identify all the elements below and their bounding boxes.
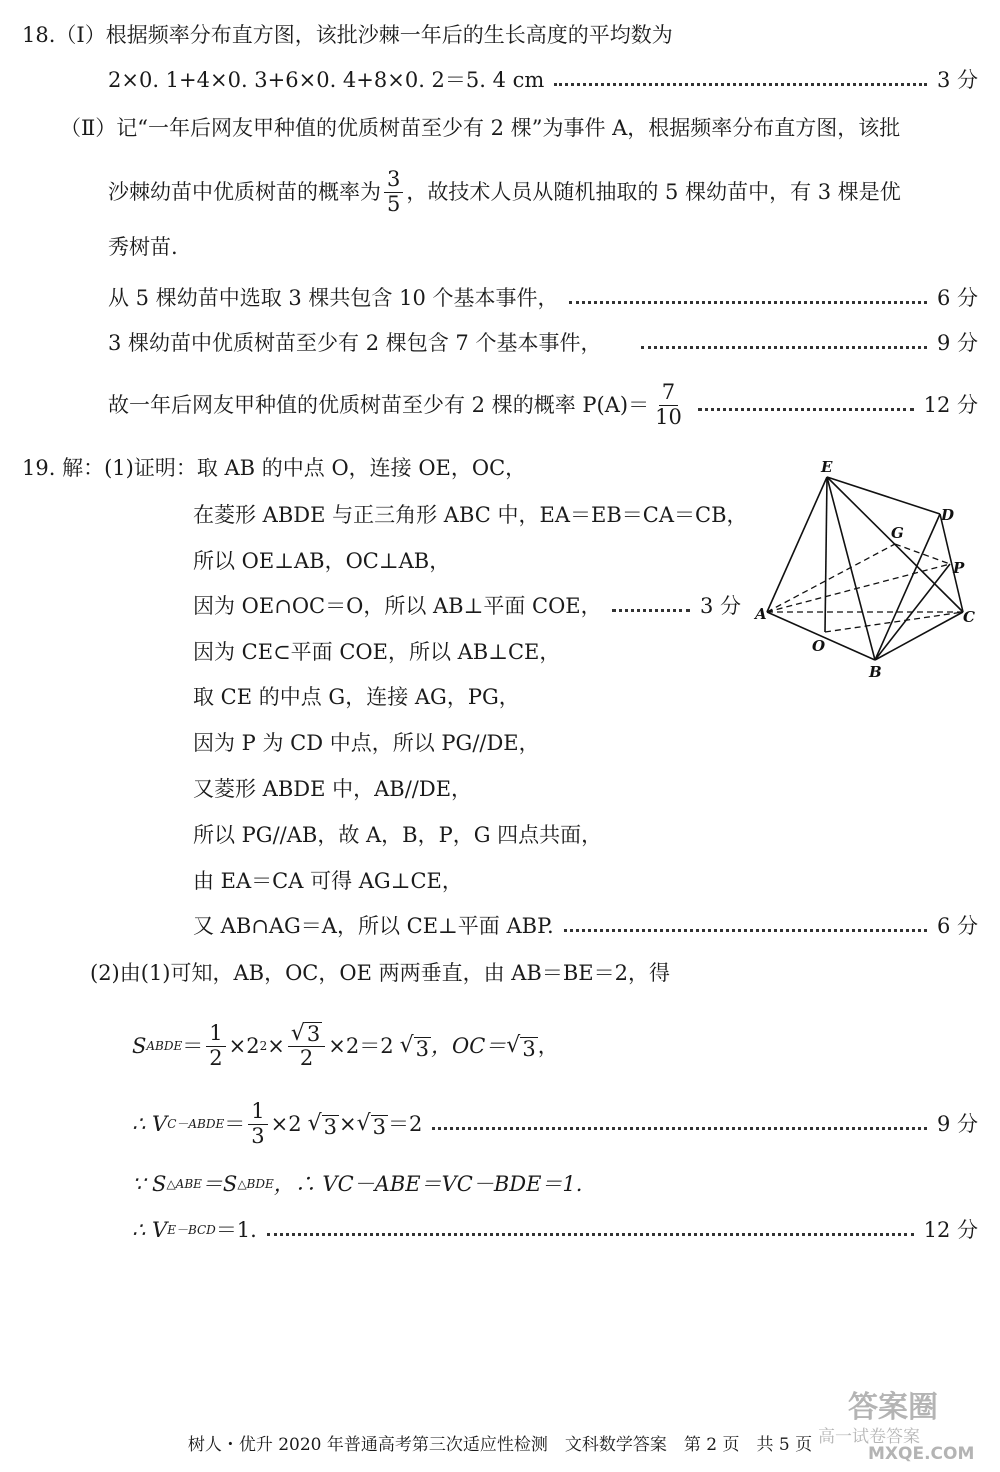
q19-line-3: [193, 591, 741, 621]
q18-part2-line6-text: 故一年后网友甲种值的优质树苗至少有 2 棵的概率 P(A)＝: [108, 393, 650, 417]
fraction-numerator: 3: [384, 168, 403, 192]
math-text: ∵ S: [132, 1172, 167, 1196]
watermark-site-text: MXQE.COM: [868, 1444, 975, 1464]
q19-line-5: [193, 682, 520, 712]
q19-volume-line: [132, 1094, 978, 1154]
math-subscript: ABDE: [146, 1039, 183, 1053]
math-text: ＝S: [201, 1172, 238, 1196]
q18-part2-head: [60, 113, 900, 143]
radical-sign: √: [399, 1033, 414, 1058]
q18-part2-line3: [108, 232, 178, 262]
edge-BD: [875, 514, 940, 660]
segment-EO: [825, 477, 827, 632]
q19-line-text: 取 CE 的中点 G，连接 AG，PG，: [193, 685, 520, 709]
sqrt: [400, 1031, 431, 1061]
q18-part1-head-text: 18.（Ⅰ）根据频率分布直方图，该批沙棘一年后的生长高度的平均数为: [22, 23, 673, 47]
q18-part2-line6: [108, 376, 978, 434]
q19-line-1: [193, 500, 748, 530]
segment-OC: [825, 612, 963, 632]
fraction-numerator: 1: [206, 1022, 225, 1046]
edge-EA: [767, 477, 827, 612]
q18-part2-line2-a: 沙棘幼苗中优质树苗的概率为: [108, 180, 381, 204]
score-label: 6 分: [936, 914, 978, 938]
label-B: B: [869, 663, 882, 681]
q19-line-2: [193, 546, 450, 576]
sqrt-body: 3: [306, 1021, 321, 1046]
sqrt: [357, 1109, 388, 1139]
q19-line-text: 在菱形 ABDE 与正三角形 ABC 中，EA＝EB＝CA＝CB，: [193, 503, 748, 527]
math-subscript: △BDE: [237, 1177, 274, 1191]
label-E: E: [821, 458, 833, 476]
q19-line-text: 所以 PG//AB，故 A，B，P，G 四点共面，: [193, 823, 603, 847]
fraction: [206, 1022, 225, 1069]
page-footer: 树人・优升 2020 年普通高考第三次适应性检测 文科数学答案 第 2 页 共 5 页: [187, 1435, 813, 1455]
leader-dots: [612, 609, 690, 612]
watermark-logo: [818, 1382, 993, 1467]
score-label: 9 分: [936, 1112, 978, 1136]
math-text: ＝1.: [215, 1218, 257, 1242]
math-subscript: C－ABDE: [167, 1117, 225, 1131]
q19-line-6: [193, 728, 540, 758]
math-text: ×: [267, 1034, 285, 1058]
edge-BC: [875, 612, 963, 660]
leader-dots: [698, 408, 914, 411]
leader-dots: [569, 301, 927, 304]
sqrt-body: 3: [415, 1036, 429, 1061]
score-label: 9 分: [936, 331, 978, 355]
math-superscript: 2: [259, 1039, 268, 1053]
fraction-denominator: 3: [251, 1123, 265, 1148]
q18-part2-line4-text: 从 5 棵幼苗中选取 3 棵共包含 10 个基本事件，: [108, 286, 559, 310]
fraction: [652, 381, 685, 428]
q19-line-8: [193, 820, 602, 850]
segment-AP: [767, 564, 950, 612]
q19-line-7: [193, 774, 472, 804]
leader-dots: [267, 1233, 914, 1236]
math-text: ∴ V: [132, 1112, 168, 1136]
leader-dots: [564, 929, 927, 932]
q19-line-9: [193, 866, 463, 896]
label-A: A: [755, 605, 767, 623]
q19-because-line: [132, 1169, 582, 1199]
edge-ED: [827, 477, 940, 514]
fraction-denominator: 10: [655, 404, 682, 429]
math-text: ＝: [224, 1112, 246, 1136]
radical-sign: √: [506, 1033, 521, 1058]
q18-part2-line3-text: 秀树苗.: [108, 235, 178, 259]
score-label: 6 分: [936, 286, 978, 310]
score-label: 3 分: [936, 68, 978, 92]
q18-part2-line5: [108, 328, 978, 358]
q19-line-text: 由 EA＝CA 可得 AG⊥CE，: [193, 869, 463, 893]
q18-part2-line2: [108, 163, 901, 221]
fraction-denominator: 2: [299, 1046, 314, 1071]
q19-line-text: 因为 CE⊂平面 COE，所以 AB⊥CE，: [193, 640, 561, 664]
radical-sign: √: [290, 1020, 305, 1046]
fraction: [384, 168, 403, 215]
q18-part2-head-text: （Ⅱ）记“一年后网友甲种值的优质树苗至少有 2 棵”为事件 A，根据频率分布直方图，该批: [60, 116, 901, 140]
math-symbol: S: [132, 1034, 147, 1058]
math-text: ×2: [270, 1112, 302, 1136]
math-text: ，∴ VC－ABE＝VC－BDE＝1.: [273, 1172, 583, 1196]
q18-part1-expr-line: [108, 65, 978, 95]
fraction-numerator: 7: [659, 381, 678, 405]
score-label: 12 分: [923, 393, 978, 417]
math-text: ×: [339, 1112, 357, 1136]
q19-final-line: [132, 1215, 978, 1245]
radical-sign: √: [307, 1111, 322, 1136]
q19-line-text: 因为 OE∩OC＝O，所以 AB⊥平面 COE，: [193, 594, 602, 618]
q18-part2-line5-text: 3 棵幼苗中优质树苗至少有 2 棵包含 7 个基本事件，: [108, 331, 602, 355]
watermark-logo-text: 答案圈: [848, 1390, 938, 1425]
fraction: [248, 1100, 267, 1147]
math-text: ，: [537, 1034, 559, 1058]
label-O: O: [812, 637, 826, 655]
label-C: C: [963, 608, 975, 626]
q19-head-text: 19. 解：(1)证明：取 AB 的中点 O，连接 OE，OC，: [22, 456, 527, 480]
fraction-numerator: 1: [248, 1100, 267, 1124]
fraction-numerator: [288, 1022, 325, 1047]
sqrt-body: 3: [522, 1036, 536, 1061]
math-text: ，OC＝: [431, 1034, 507, 1058]
math-text: ＝: [182, 1034, 204, 1058]
fraction-denominator: 5: [387, 191, 401, 216]
watermark-account-text: 高一试卷答案: [818, 1427, 920, 1447]
label-P: P: [953, 559, 965, 577]
fraction-denominator: 2: [209, 1045, 223, 1070]
math-text: ×2＝2: [328, 1034, 394, 1058]
math-text: ∴ V: [132, 1218, 168, 1242]
q19-line-10: [193, 911, 978, 941]
q19-line-text: 又 AB∩AG＝A，所以 CE⊥平面 ABP.: [193, 914, 554, 938]
q19-part2-head-text: (2)由(1)可知，AB，OC，OE 两两垂直，由 AB＝BE＝2，得: [90, 961, 670, 985]
q19-part2-head: [90, 958, 670, 988]
score-label: 3 分: [699, 594, 741, 618]
q19-line-text: 所以 OE⊥AB，OC⊥AB，: [193, 549, 451, 573]
q18-part1-expr: 2×0. 1+4×0. 3+6×0. 4+8×0. 2＝5. 4 cm: [108, 68, 545, 92]
segment-AG: [767, 544, 895, 612]
math-text: ＝2: [388, 1112, 423, 1136]
radical-sign: √: [356, 1111, 371, 1136]
q19-line-4: [193, 637, 560, 667]
q19-line-text: 因为 P 为 CD 中点，所以 PG//DE，: [193, 731, 540, 755]
math-subscript: E－BCD: [167, 1223, 216, 1237]
math-subscript: △ABE: [166, 1177, 202, 1191]
sqrt: [506, 1031, 537, 1061]
score-label: 12 分: [923, 1218, 978, 1242]
q18-part2-line4: [108, 283, 978, 313]
label-G: G: [891, 524, 904, 542]
sqrt-body: 3: [372, 1114, 387, 1139]
q19-area-line: [132, 1016, 559, 1076]
sqrt: [308, 1109, 339, 1139]
q18-part1-head: [22, 20, 673, 50]
q19-head: [22, 453, 526, 483]
math-text: ×2: [228, 1034, 260, 1058]
sqrt-body: 3: [323, 1114, 338, 1139]
q19-line-text: 又菱形 ABDE 中，AB//DE，: [193, 777, 473, 801]
leader-dots: [641, 346, 926, 349]
edge-EB: [827, 477, 875, 660]
pyramid-figure: [745, 452, 985, 692]
sqrt: [291, 1022, 322, 1046]
fraction: [288, 1022, 325, 1070]
leader-dots: [432, 1127, 927, 1130]
label-D: D: [941, 506, 955, 524]
leader-dots: [554, 83, 927, 86]
q18-part2-line2-b: ，故技术人员从随机抽取的 5 棵幼苗中，有 3 棵是优: [406, 180, 901, 204]
